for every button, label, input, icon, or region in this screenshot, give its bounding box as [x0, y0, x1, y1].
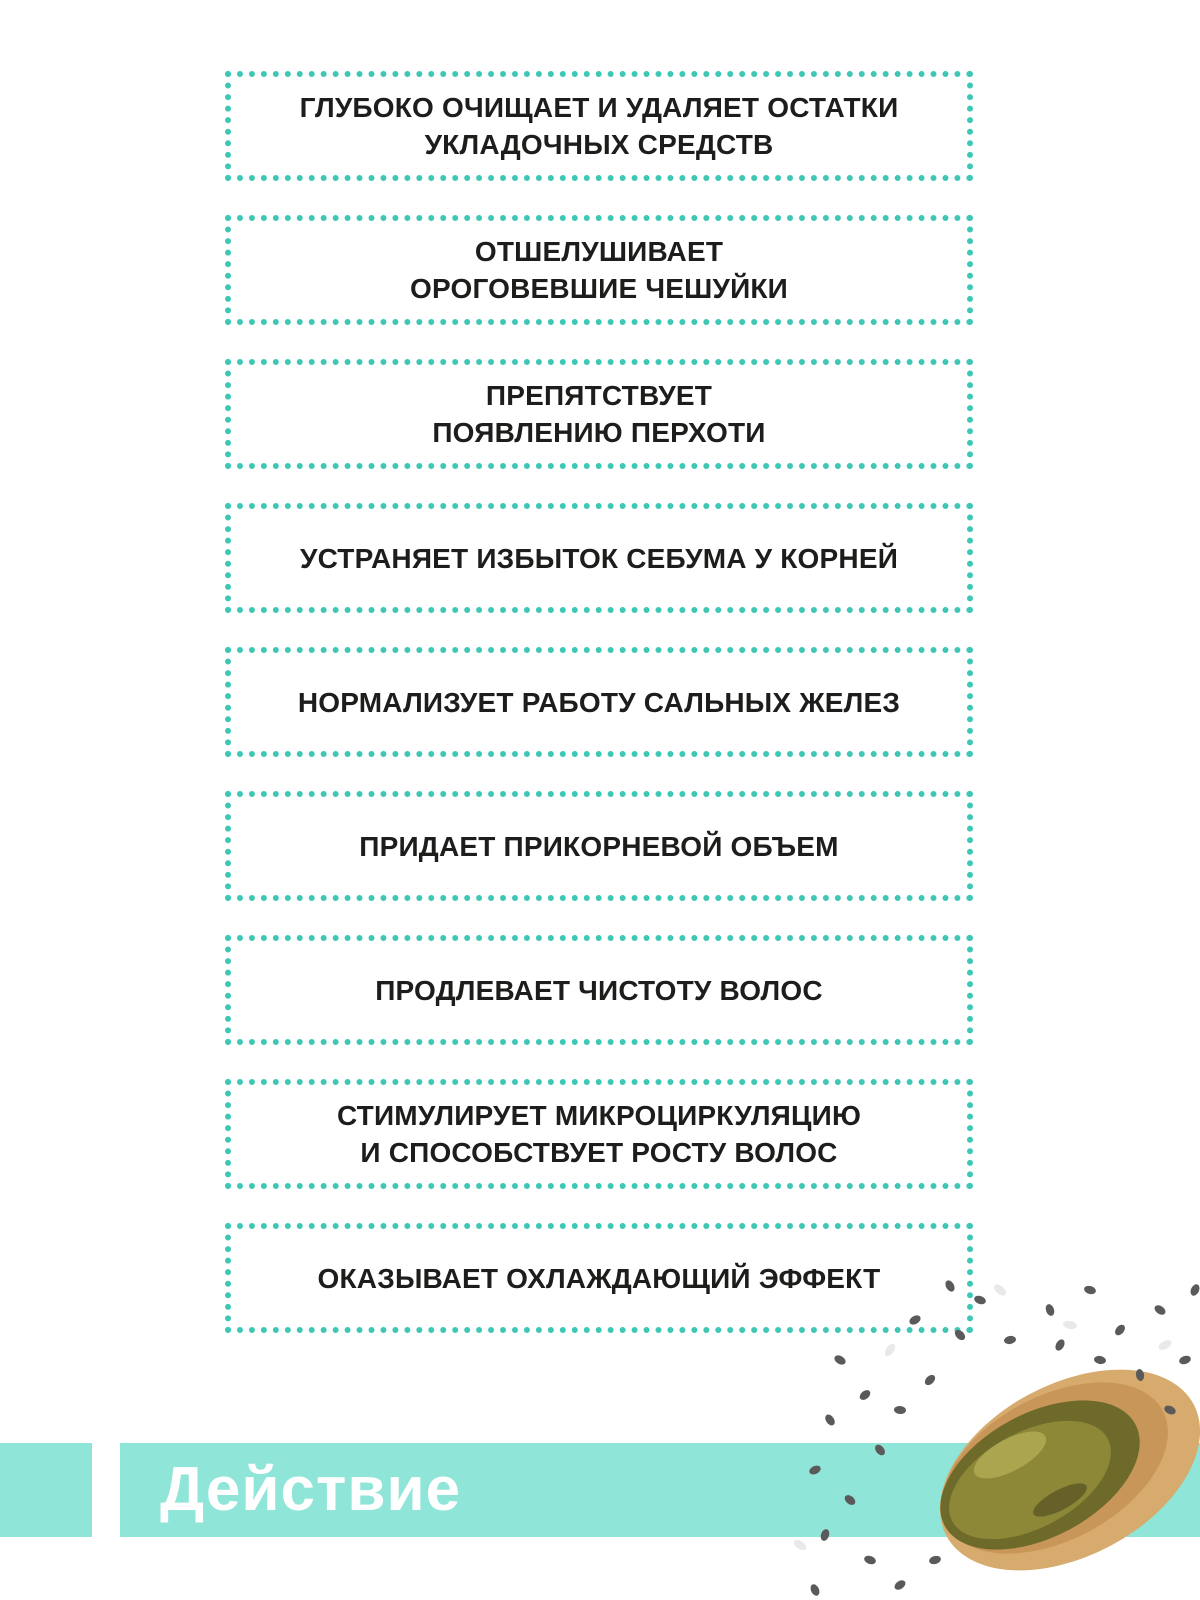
benefit-box: [225, 1079, 973, 1189]
section-title: Действие: [160, 1455, 462, 1524]
benefit-text: ПРОДЛЕВАЕТ ЧИСТОТУ ВОЛОС: [375, 974, 823, 1006]
benefit-text: ПРЕПЯТСТВУЕТ ПОЯВЛЕНИЮ ПЕРХОТИ: [432, 380, 766, 448]
benefit-box: [225, 503, 973, 613]
benefit-text: СТИМУЛИРУЕТ МИКРОЦИРКУЛЯЦИЮ И СПОСОБСТВУЕТ РОСТУ ВОЛОС: [336, 1100, 862, 1168]
benefit-box: [225, 359, 973, 469]
benefit-box: [225, 215, 973, 325]
benefit-box: [225, 935, 973, 1045]
benefit-box: [225, 1223, 973, 1333]
benefit-text: ПРИДАЕТ ПРИКОРНЕВОЙ ОБЪЕМ: [359, 830, 839, 862]
title-band-left: [0, 1443, 92, 1537]
benefit-text: УСТРАНЯЕТ ИЗБЫТОК СЕБУМА У КОРНЕЙ: [299, 542, 899, 574]
benefit-box: [225, 791, 973, 901]
benefit-box: [225, 71, 973, 181]
benefit-text: НОРМАЛИЗУЕТ РАБОТУ САЛЬНЫХ ЖЕЛЕЗ: [297, 686, 901, 718]
benefit-text: ГЛУБОКО ОЧИЩАЕТ И УДАЛЯЕТ ОСТАТКИ УКЛАДОЧНЫХ СРЕДСТВ: [299, 92, 899, 160]
benefit-text: ОКАЗЫВАЕТ ОХЛАЖДАЮЩИЙ ЭФФЕКТ: [317, 1262, 881, 1294]
benefit-box: [225, 647, 973, 757]
benefits-list: [225, 71, 973, 1367]
benefit-text: ОТШЕЛУШИВАЕТ ОРОГОВЕВШИЕ ЧЕШУЙКИ: [409, 236, 789, 304]
